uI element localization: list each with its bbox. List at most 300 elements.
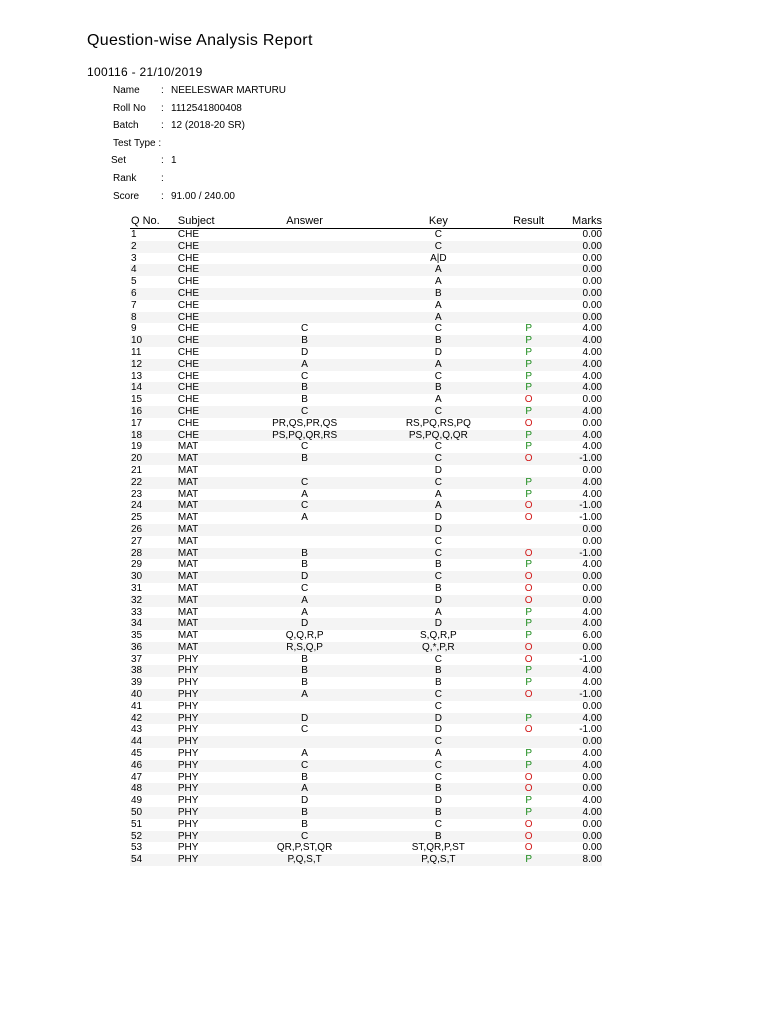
cell-qno: 7 bbox=[131, 299, 137, 311]
cell-answer bbox=[238, 264, 372, 276]
table-row bbox=[130, 642, 602, 654]
cell-result bbox=[496, 300, 561, 312]
cell-answer bbox=[238, 312, 372, 324]
table-row bbox=[130, 253, 602, 265]
cell-result: P bbox=[525, 606, 532, 618]
cell-qno: 4 bbox=[131, 264, 137, 276]
cell-qno: 38 bbox=[131, 665, 143, 677]
cell-subject: MAT bbox=[177, 594, 199, 606]
cell-subject: PHY bbox=[177, 653, 199, 665]
cell-answer: C bbox=[300, 441, 309, 453]
cell-answer: D bbox=[300, 795, 309, 807]
cell-key: C bbox=[434, 689, 442, 701]
cell-answer: PS,PQ,QR,RS bbox=[272, 429, 338, 441]
table-row bbox=[130, 630, 602, 642]
cell-marks: 0.00 bbox=[582, 842, 602, 854]
table-row bbox=[130, 312, 602, 324]
header-answer: Answer bbox=[286, 215, 323, 227]
table-row bbox=[130, 489, 602, 501]
cell-qno: 34 bbox=[131, 618, 143, 630]
cell-key: D bbox=[434, 523, 442, 535]
cell-key: B bbox=[435, 582, 442, 594]
cell-subject: CHE bbox=[177, 429, 200, 441]
info-row-batch bbox=[113, 120, 286, 138]
cell-marks: 0.00 bbox=[582, 394, 602, 406]
cell-marks: 0.00 bbox=[582, 535, 602, 547]
cell-answer: B bbox=[301, 771, 308, 783]
cell-marks: 4.00 bbox=[582, 618, 602, 630]
cell-subject: CHE bbox=[177, 370, 200, 382]
cell-qno: 35 bbox=[131, 630, 143, 642]
info-row-set bbox=[113, 155, 286, 173]
cell-answer: B bbox=[301, 665, 308, 677]
cell-answer: A bbox=[301, 512, 308, 524]
cell-subject: PHY bbox=[177, 748, 199, 760]
cell-marks: 0.00 bbox=[582, 252, 602, 264]
cell-result: P bbox=[525, 358, 532, 370]
table-row bbox=[130, 748, 602, 760]
cell-subject: CHE bbox=[177, 358, 200, 370]
cell-result: O bbox=[524, 500, 533, 512]
cell-marks: 4.00 bbox=[582, 476, 602, 488]
cell-qno: 1 bbox=[131, 229, 137, 240]
cell-qno: 53 bbox=[131, 842, 143, 854]
cell-subject: MAT bbox=[177, 559, 199, 571]
table-row bbox=[130, 783, 602, 795]
cell-answer: A bbox=[301, 358, 308, 370]
cell-subject: CHE bbox=[177, 346, 200, 358]
cell-result: O bbox=[524, 453, 533, 465]
cell-answer: A bbox=[301, 594, 308, 606]
cell-qno: 36 bbox=[131, 641, 143, 653]
info-value: 1112541800408 bbox=[171, 102, 242, 114]
cell-marks: -1.00 bbox=[579, 689, 602, 701]
cell-key: PS,PQ,Q,QR bbox=[408, 429, 468, 441]
info-row-name bbox=[113, 85, 286, 103]
cell-subject: MAT bbox=[177, 547, 199, 559]
cell-answer: C bbox=[300, 759, 309, 771]
cell-key: A bbox=[435, 488, 442, 500]
cell-qno: 21 bbox=[131, 464, 143, 476]
cell-subject: CHE bbox=[177, 417, 200, 429]
table-row bbox=[130, 842, 602, 854]
cell-subject: CHE bbox=[177, 394, 200, 406]
table-row bbox=[130, 453, 602, 465]
cell-answer: B bbox=[301, 382, 308, 394]
cell-result: P bbox=[525, 346, 532, 358]
cell-marks: 0.00 bbox=[582, 287, 602, 299]
cell-qno: 41 bbox=[131, 700, 143, 712]
cell-answer: D bbox=[300, 618, 309, 630]
cell-result bbox=[496, 465, 561, 477]
table-row bbox=[130, 772, 602, 784]
cell-result: P bbox=[525, 441, 532, 453]
cell-qno: 6 bbox=[131, 287, 137, 299]
cell-answer bbox=[238, 524, 372, 536]
cell-result bbox=[496, 253, 561, 265]
cell-key: C bbox=[434, 240, 442, 252]
cell-subject: CHE bbox=[177, 311, 200, 323]
table-row bbox=[130, 300, 602, 312]
table-row bbox=[130, 264, 602, 276]
cell-subject: MAT bbox=[177, 512, 199, 524]
table-row bbox=[130, 583, 602, 595]
cell-subject: CHE bbox=[177, 229, 200, 240]
cell-qno: 30 bbox=[131, 571, 143, 583]
cell-key: A bbox=[435, 606, 442, 618]
table-row bbox=[130, 689, 602, 701]
cell-result: O bbox=[524, 641, 533, 653]
cell-marks: 4.00 bbox=[582, 759, 602, 771]
cell-answer: B bbox=[301, 453, 308, 465]
cell-answer bbox=[238, 736, 372, 748]
info-row-score bbox=[113, 191, 286, 209]
cell-answer: D bbox=[300, 712, 309, 724]
cell-answer bbox=[238, 241, 372, 253]
cell-key: C bbox=[434, 547, 442, 559]
cell-result: O bbox=[524, 842, 533, 854]
table-row bbox=[130, 807, 602, 819]
cell-marks: 4.00 bbox=[582, 748, 602, 760]
table-row bbox=[130, 418, 602, 430]
cell-marks: -1.00 bbox=[579, 500, 602, 512]
cell-result bbox=[496, 241, 561, 253]
cell-qno: 37 bbox=[131, 653, 143, 665]
cell-key: D bbox=[434, 346, 442, 358]
table-row bbox=[130, 724, 602, 736]
header-qno: Q No. bbox=[131, 215, 160, 227]
cell-qno: 18 bbox=[131, 429, 143, 441]
cell-subject: PHY bbox=[177, 712, 199, 724]
cell-result: P bbox=[525, 476, 532, 488]
cell-marks: 0.00 bbox=[582, 299, 602, 311]
cell-qno: 5 bbox=[131, 276, 137, 288]
cell-answer: R,S,Q,P bbox=[286, 641, 323, 653]
cell-key: C bbox=[434, 441, 442, 453]
cell-key: RS,PQ,RS,PQ bbox=[405, 417, 471, 429]
table-row bbox=[130, 559, 602, 571]
cell-result: P bbox=[525, 488, 532, 500]
cell-qno: 39 bbox=[131, 677, 143, 689]
cell-subject: PHY bbox=[177, 700, 199, 712]
cell-result: P bbox=[525, 323, 532, 335]
cell-answer: A bbox=[301, 488, 308, 500]
cell-subject: CHE bbox=[177, 299, 200, 311]
info-row-rank bbox=[113, 173, 286, 191]
cell-subject: PHY bbox=[177, 736, 199, 748]
cell-key: C bbox=[434, 229, 442, 240]
table-row bbox=[130, 677, 602, 689]
cell-marks: 4.00 bbox=[582, 488, 602, 500]
cell-qno: 26 bbox=[131, 523, 143, 535]
cell-subject: MAT bbox=[177, 630, 199, 642]
cell-marks: 0.00 bbox=[582, 240, 602, 252]
table-row bbox=[130, 831, 602, 843]
cell-result bbox=[496, 288, 561, 300]
cell-key: D bbox=[434, 724, 442, 736]
cell-answer: C bbox=[300, 405, 309, 417]
cell-result: P bbox=[525, 665, 532, 677]
cell-qno: 11 bbox=[131, 346, 142, 358]
cell-marks: 0.00 bbox=[582, 594, 602, 606]
cell-subject: PHY bbox=[177, 842, 199, 854]
cell-answer: B bbox=[301, 547, 308, 559]
info-separator bbox=[161, 138, 171, 156]
table-row bbox=[130, 441, 602, 453]
cell-marks: 4.00 bbox=[582, 335, 602, 347]
cell-result: O bbox=[524, 417, 533, 429]
cell-answer: B bbox=[301, 559, 308, 571]
cell-result: P bbox=[525, 335, 532, 347]
cell-key: C bbox=[434, 700, 442, 712]
cell-marks: 4.00 bbox=[582, 795, 602, 807]
cell-subject: MAT bbox=[177, 606, 199, 618]
cell-subject: MAT bbox=[177, 618, 199, 630]
cell-marks: 4.00 bbox=[582, 677, 602, 689]
table-header bbox=[130, 214, 602, 229]
cell-qno: 32 bbox=[131, 594, 143, 606]
cell-result bbox=[496, 264, 561, 276]
info-separator: : bbox=[161, 120, 164, 132]
cell-key: B bbox=[435, 783, 442, 795]
cell-result: P bbox=[525, 807, 532, 819]
table-row bbox=[130, 371, 602, 383]
info-value: NEELESWAR MARTURU bbox=[171, 85, 287, 96]
cell-marks: 0.00 bbox=[582, 311, 602, 323]
cell-qno: 9 bbox=[131, 323, 137, 335]
cell-qno: 27 bbox=[131, 535, 143, 547]
cell-qno: 22 bbox=[131, 476, 143, 488]
cell-answer: PR,QS,PR,QS bbox=[272, 417, 338, 429]
cell-marks: 0.00 bbox=[582, 582, 602, 594]
info-separator: : bbox=[161, 155, 164, 167]
cell-marks: -1.00 bbox=[579, 724, 602, 736]
cell-qno: 48 bbox=[131, 783, 143, 795]
table-row bbox=[130, 430, 602, 442]
cell-result: P bbox=[525, 748, 532, 760]
cell-qno: 29 bbox=[131, 559, 143, 571]
cell-qno: 51 bbox=[131, 818, 143, 830]
cell-qno: 50 bbox=[131, 807, 143, 819]
cell-key: C bbox=[434, 771, 442, 783]
info-row-test-type bbox=[113, 138, 286, 156]
cell-answer: D bbox=[300, 571, 309, 583]
cell-result: P bbox=[525, 370, 532, 382]
cell-answer: Q,Q,R,P bbox=[285, 630, 324, 642]
cell-result: P bbox=[525, 382, 532, 394]
cell-marks: -1.00 bbox=[579, 653, 602, 665]
cell-subject: MAT bbox=[177, 523, 199, 535]
cell-answer bbox=[238, 229, 372, 241]
cell-result: P bbox=[525, 405, 532, 417]
info-separator: : bbox=[161, 172, 164, 184]
cell-subject: PHY bbox=[177, 771, 199, 783]
cell-marks: 0.00 bbox=[582, 276, 602, 288]
cell-subject: MAT bbox=[177, 571, 199, 583]
cell-subject: PHY bbox=[177, 854, 199, 866]
table-row bbox=[130, 347, 602, 359]
info-label: Rank bbox=[113, 172, 137, 184]
cell-key: D bbox=[434, 795, 442, 807]
cell-key: A bbox=[435, 500, 442, 512]
cell-subject: PHY bbox=[177, 830, 199, 842]
cell-result: O bbox=[524, 818, 533, 830]
cell-qno: 2 bbox=[131, 240, 137, 252]
cell-answer: B bbox=[301, 677, 308, 689]
cell-result bbox=[496, 701, 561, 713]
cell-marks: 0.00 bbox=[582, 264, 602, 276]
cell-qno: 14 bbox=[131, 382, 143, 394]
cell-subject: MAT bbox=[177, 453, 199, 465]
cell-key: D bbox=[434, 512, 442, 524]
cell-key: B bbox=[435, 665, 442, 677]
cell-subject: MAT bbox=[177, 500, 199, 512]
cell-key: C bbox=[434, 476, 442, 488]
cell-qno: 16 bbox=[131, 405, 143, 417]
cell-qno: 40 bbox=[131, 689, 143, 701]
cell-answer: B bbox=[301, 818, 308, 830]
cell-key: ST,QR,P,ST bbox=[411, 842, 465, 854]
cell-marks: 4.00 bbox=[582, 441, 602, 453]
cell-result: P bbox=[525, 854, 532, 866]
cell-key: C bbox=[434, 323, 442, 335]
cell-qno: 52 bbox=[131, 830, 143, 842]
cell-key: C bbox=[434, 535, 442, 547]
table-row bbox=[130, 512, 602, 524]
cell-qno: 15 bbox=[131, 394, 143, 406]
cell-marks: 4.00 bbox=[582, 665, 602, 677]
cell-marks: 8.00 bbox=[582, 854, 602, 866]
cell-result: P bbox=[525, 712, 532, 724]
cell-subject: PHY bbox=[177, 665, 199, 677]
cell-key: A bbox=[435, 394, 442, 406]
cell-result: O bbox=[524, 689, 533, 701]
cell-key: A bbox=[435, 264, 442, 276]
cell-key: B bbox=[435, 559, 442, 571]
cell-result bbox=[496, 276, 561, 288]
cell-result: O bbox=[524, 512, 533, 524]
cell-key: A bbox=[435, 748, 442, 760]
table-row bbox=[130, 819, 602, 831]
cell-marks: 4.00 bbox=[582, 346, 602, 358]
cell-answer: D bbox=[300, 346, 309, 358]
table-row bbox=[130, 548, 602, 560]
table-row bbox=[130, 618, 602, 630]
cell-key: A bbox=[435, 311, 442, 323]
table-row bbox=[130, 760, 602, 772]
cell-subject: MAT bbox=[177, 535, 199, 547]
table-row bbox=[130, 477, 602, 489]
info-label: Roll No bbox=[113, 102, 146, 114]
cell-answer: B bbox=[301, 335, 308, 347]
cell-answer bbox=[238, 701, 372, 713]
cell-answer: A bbox=[301, 783, 308, 795]
table-row bbox=[130, 571, 602, 583]
cell-qno: 54 bbox=[131, 854, 143, 866]
cell-key: B bbox=[435, 382, 442, 394]
cell-answer bbox=[238, 300, 372, 312]
table-row bbox=[130, 665, 602, 677]
cell-key: C bbox=[434, 818, 442, 830]
table-row bbox=[130, 607, 602, 619]
cell-subject: CHE bbox=[177, 264, 200, 276]
info-separator: : bbox=[161, 190, 164, 202]
cell-qno: 19 bbox=[131, 441, 143, 453]
cell-qno: 23 bbox=[131, 488, 143, 500]
cell-marks: 0.00 bbox=[582, 464, 602, 476]
cell-marks: 0.00 bbox=[582, 818, 602, 830]
table-row bbox=[130, 323, 602, 335]
info-label: Name bbox=[113, 85, 140, 96]
cell-answer bbox=[238, 253, 372, 265]
cell-result: P bbox=[525, 759, 532, 771]
table-row bbox=[130, 335, 602, 347]
cell-result: O bbox=[524, 653, 533, 665]
cell-marks: -1.00 bbox=[579, 512, 602, 524]
cell-subject: CHE bbox=[177, 335, 200, 347]
table-row bbox=[130, 465, 602, 477]
cell-subject: PHY bbox=[177, 783, 199, 795]
table-row bbox=[130, 500, 602, 512]
cell-key: C bbox=[434, 653, 442, 665]
cell-result: O bbox=[524, 830, 533, 842]
table-row bbox=[130, 406, 602, 418]
cell-result: P bbox=[525, 630, 532, 642]
cell-subject: MAT bbox=[177, 476, 199, 488]
table-row bbox=[130, 536, 602, 548]
cell-key: A bbox=[435, 276, 442, 288]
cell-marks: -1.00 bbox=[579, 547, 602, 559]
cell-qno: 43 bbox=[131, 724, 143, 736]
cell-result: O bbox=[524, 594, 533, 606]
table-row bbox=[130, 241, 602, 253]
cell-key: C bbox=[434, 405, 442, 417]
cell-result: P bbox=[525, 429, 532, 441]
cell-result: O bbox=[524, 582, 533, 594]
table-row bbox=[130, 288, 602, 300]
cell-qno: 47 bbox=[131, 771, 143, 783]
cell-marks: 4.00 bbox=[582, 382, 602, 394]
cell-answer: B bbox=[301, 807, 308, 819]
cell-result: P bbox=[525, 559, 532, 571]
table-body bbox=[130, 229, 602, 866]
table-row bbox=[130, 795, 602, 807]
cell-qno: 12 bbox=[131, 358, 143, 370]
info-separator: : bbox=[161, 102, 164, 114]
cell-marks: 4.00 bbox=[582, 807, 602, 819]
cell-subject: PHY bbox=[177, 689, 199, 701]
cell-marks: 4.00 bbox=[582, 370, 602, 382]
cell-key: C bbox=[434, 453, 442, 465]
cell-key: Q,*,P,R bbox=[422, 641, 455, 653]
cell-result bbox=[496, 229, 561, 241]
cell-subject: CHE bbox=[177, 405, 200, 417]
table-row bbox=[130, 394, 602, 406]
table-row bbox=[130, 229, 602, 241]
cell-qno: 44 bbox=[131, 736, 143, 748]
cell-qno: 46 bbox=[131, 759, 143, 771]
cell-marks: 4.00 bbox=[582, 606, 602, 618]
cell-qno: 28 bbox=[131, 547, 143, 559]
cell-subject: CHE bbox=[177, 382, 200, 394]
cell-result: O bbox=[524, 783, 533, 795]
cell-marks: 4.00 bbox=[582, 712, 602, 724]
cell-subject: PHY bbox=[177, 724, 199, 736]
cell-subject: MAT bbox=[177, 488, 199, 500]
cell-marks: 0.00 bbox=[582, 641, 602, 653]
cell-subject: CHE bbox=[177, 276, 200, 288]
cell-result bbox=[496, 312, 561, 324]
